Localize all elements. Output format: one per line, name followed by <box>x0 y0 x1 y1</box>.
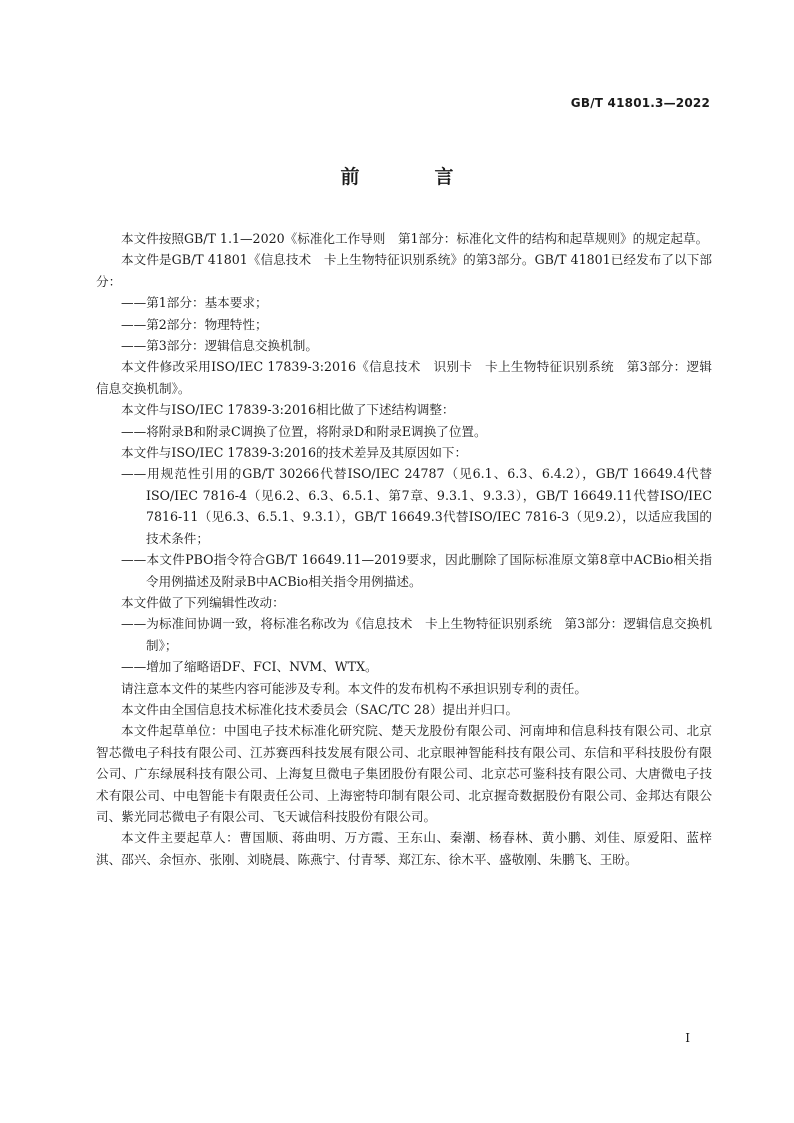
page-title: 前 言 <box>340 166 482 188</box>
list-item: ——第2部分：物理特性； <box>121 316 268 332</box>
paragraph: 本文件由全国信息技术标准化技术委员会（SAC/TC 28）提出并归口。 <box>121 701 519 717</box>
paragraph: 本文件修改采用ISO/IEC 17839-3:2016《信息技术 识别卡 卡上生物特征识别系统 第3部分：逻辑信息交换机制》。 <box>96 359 712 396</box>
document-body <box>96 228 712 870</box>
paragraph: 本文件是GB/T 41801《信息技术 卡上生物特征识别系统》的第3部分。GB/T 41801已经发布了以下部分： <box>96 252 712 289</box>
paragraph: 本文件与ISO/IEC 17839-3:2016的技术差异及其原因如下： <box>121 445 468 461</box>
paragraph: 本文件起草单位：中国电子技术标准化研究院、楚天龙股份有限公司、河南坤和信息科技有限公司、北京智芯微电子科技有限公司、江苏赛西科技发展有限公司、北京眼神智能科技有限公司、东信和平科技股份有限公司、广东绿展科技有限公司、上海复旦微电子集团股份有限公司、北京芯可鉴科技有限公司、大唐微电子技术有限公司、中电智能卡有限责任公司、上海密特印制有限公司、北京握奇数据股份有限公司、金邦达有限公司、紫光同芯微电子有限公司、飞天诚信科技股份有限公司。 <box>96 723 712 824</box>
list-item: ——本文件PBO指令符合GB/T 16649.11—2019要求，因此删除了国际标准原文第8章中ACBio相关指令用例描述及附录B中ACBio相关指令用例描述。 <box>121 552 712 589</box>
page-number: I <box>685 1031 690 1045</box>
standard-number: GB/T 41801.3—2022 <box>570 96 710 110</box>
paragraph: 请注意本文件的某些内容可能涉及专利。本文件的发布机构不承担识别专利的责任。 <box>121 680 587 696</box>
list-item: ——第3部分：逻辑信息交换机制。 <box>121 338 318 354</box>
list-item: ——第1部分：基本要求； <box>121 295 268 311</box>
list-item: ——用规范性引用的GB/T 30266代替ISO/IEC 24787（见6.1、6.3、6.4.2），GB/T 16649.4代替ISO/IEC 7816-4（见6.2、6.3、6.5.1、第7章、9.3.1、9.3.3），GB/T 16649.11代替ISO/IEC 7816-11（见6.3、6.5.1、9.3.1），GB/T 16649.3代替ISO/IEC 7816-3（见9.2），以适应我国的技术条件； <box>121 466 712 546</box>
list-item: ——将附录B和附录C调换了位置，将附录D和附录E调换了位置。 <box>121 423 487 439</box>
paragraph: 本文件按照GB/T 1.1—2020《标准化工作导则 第1部分：标准化文件的结构和起草规则》的规定起草。 <box>121 231 709 246</box>
paragraph: 本文件与ISO/IEC 17839-3:2016相比做了下述结构调整： <box>121 402 455 418</box>
paragraph: 本文件主要起草人：曹国顺、蒋曲明、万方霞、王东山、秦潮、杨春林、黄小鹏、刘佳、原爱阳、蓝梓淇、邵兴、余恒亦、张刚、刘晓晨、陈燕宁、付青琴、郑江东、徐木平、盛敬刚、朱鹏飞、王盼。 <box>96 830 712 867</box>
list-item: ——为标准间协调一致，将标准名称改为《信息技术 卡上生物特征识别系统 第3部分：逻辑信息交换机制》； <box>121 616 712 653</box>
paragraph: 本文件做了下列编辑性改动： <box>121 594 285 610</box>
list-item: ——增加了缩略语DF、FCI、NVM、WTX。 <box>121 659 378 675</box>
